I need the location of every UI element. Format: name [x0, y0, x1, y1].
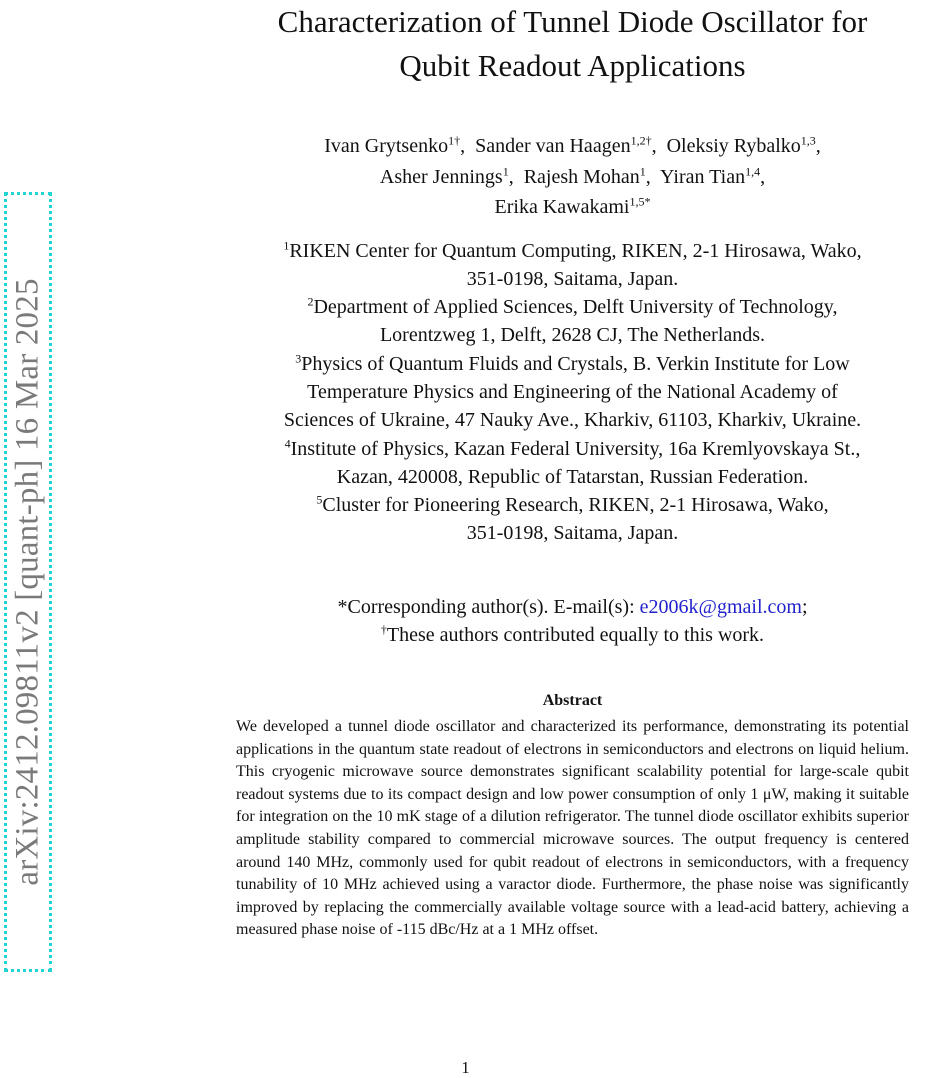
affiliation-line	[205, 350, 931, 378]
affiliation-text: Physics of Quantum Fluids and Crystals, B. Verkin Institute for Low	[301, 352, 850, 375]
affiliation-sup: 2	[307, 294, 314, 309]
author-line-2: Asher Jennings$^1$, Rajesh Mohan$^1$, Yiran Tian$^{1,4}$,	[379, 163, 766, 188]
title-line-2: Qubit Readout Applications	[399, 48, 746, 83]
paper-header	[205, 0, 931, 650]
abstract-section	[236, 690, 909, 942]
author	[324, 135, 460, 157]
author-name: Oleksiy Rybalko	[666, 135, 801, 157]
author-list	[205, 131, 931, 223]
author-name: Erika Kawakami	[494, 196, 630, 218]
affiliation-list	[205, 237, 931, 548]
author-name: Rajesh Mohan	[523, 165, 640, 188]
affiliation-line: 351-0198, Saitama, Japan.	[466, 267, 679, 290]
author-name: Asher Jennings	[379, 165, 503, 188]
author-affil-sup: 1	[639, 163, 646, 178]
author	[660, 163, 761, 188]
author-name: Sander van Haagen	[475, 135, 631, 157]
affiliation-line: Lorentzweg 1, Delft, 2628 CJ, The Netherlands.	[379, 324, 766, 347]
author-line-3	[205, 192, 931, 223]
affiliation-sup: 4	[284, 435, 291, 450]
affiliation-sup: 5	[316, 492, 323, 507]
author-affil-sup: 1,2†	[630, 133, 652, 148]
author-affil-sup: 1,3	[800, 133, 816, 148]
affiliation-sup: 3	[295, 351, 302, 366]
author	[475, 135, 652, 157]
email-link[interactable]: e2006k@gmail.com	[639, 595, 802, 618]
affiliation-line: Kazan, 420008, Republic of Tatarstan, Russian Federation.	[336, 465, 809, 488]
page-number: 1	[461, 1058, 470, 1077]
corresponding-label: *Corresponding author(s). E-mail(s):	[337, 595, 640, 618]
affiliation-line: Temperature Physics and Engineering of the National Academy of	[307, 380, 838, 403]
paper-title	[205, 0, 931, 88]
corresponding-suffix: ;	[801, 595, 808, 618]
author	[379, 163, 509, 188]
dagger-mark: †	[380, 622, 387, 637]
author-affil-sup: 1	[502, 163, 509, 178]
equal-contribution-text: These authors contributed equally to this work.	[386, 624, 765, 647]
author-affil-sup: 1,4	[745, 163, 761, 178]
affiliation-line: Sciences of Ukraine, 47 Nauky Ave., Kharkiv, 61103, Kharkiv, Ukraine.	[283, 409, 862, 432]
affiliation-line	[205, 435, 931, 463]
corresponding-author-line	[205, 593, 931, 622]
author	[495, 196, 651, 218]
arxiv-sidebar	[4, 192, 52, 972]
arxiv-stamp[interactable]: arXiv:2412.09811v2 [quant-ph] 16 Mar 2025	[9, 278, 46, 886]
affiliation-text: RIKEN Center for Quantum Computing, RIKEN, 2-1 Hirosawa, Wako,	[289, 239, 862, 262]
affiliation-text: Institute of Physics, Kazan Federal University, 16a Kremlyovskaya St.,	[290, 437, 861, 460]
affiliation-sup: 1	[283, 237, 290, 252]
abstract-body: We developed a tunnel diode oscillator and characterized its performance, demonstrating its potential applications in the quantum state readout of electrons in semiconductors and electrons on liquid helium. This cryogenic microwave source demonstrates significant scalability potential for large-scale qubit readout systems due to its compact design and low power consumption of only 1 μW, making it suitable for integration on the 10 mK stage of a dilution refrigerator. The tunnel diode oscillator exhibits superior amplitude stability compared to commercial microwave sources. The output frequency is centered around 140 MHz, commonly used for qubit readout of electrons in semiconductors, with a frequency tunability of 10 MHz achieved using a varactor diode. Furthermore, the phase noise was significantly improved by replacing the commercially available voltage source with a lead-acid battery, achieving a measured phase noise of -115 dBc/Hz at a 1 MHz offset.	[236, 718, 909, 939]
author-line-1: Ivan Grytsenko$^{1\dagger}$, Sander van Haagen$^{1,2\dagger}$, Oleksiy Rybalko$^{1,3}$,	[324, 133, 821, 157]
equal-contribution-line	[205, 621, 931, 650]
affiliation-text: Department of Applied Sciences, Delft University of Technology,	[313, 296, 838, 319]
affiliation-line: 351-0198, Saitama, Japan.	[466, 522, 679, 545]
affiliation-line	[205, 237, 931, 265]
affiliation-line	[205, 491, 931, 519]
affiliation-text: Cluster for Pioneering Research, RIKEN, 2-1 Hirosawa, Wako,	[322, 494, 829, 517]
author	[667, 135, 816, 157]
author-affil-sup: 1,5*	[629, 194, 651, 209]
title-line-1: Characterization of Tunnel Diode Oscillator for	[277, 4, 868, 39]
abstract-heading: Abstract	[542, 692, 603, 709]
affiliation-line	[205, 293, 931, 321]
contact-info	[205, 593, 931, 650]
author-name: Yiran Tian	[660, 165, 746, 188]
author-affil-sup: 1†	[448, 133, 461, 148]
author	[523, 163, 646, 188]
author-name: Ivan Grytsenko	[324, 135, 449, 157]
